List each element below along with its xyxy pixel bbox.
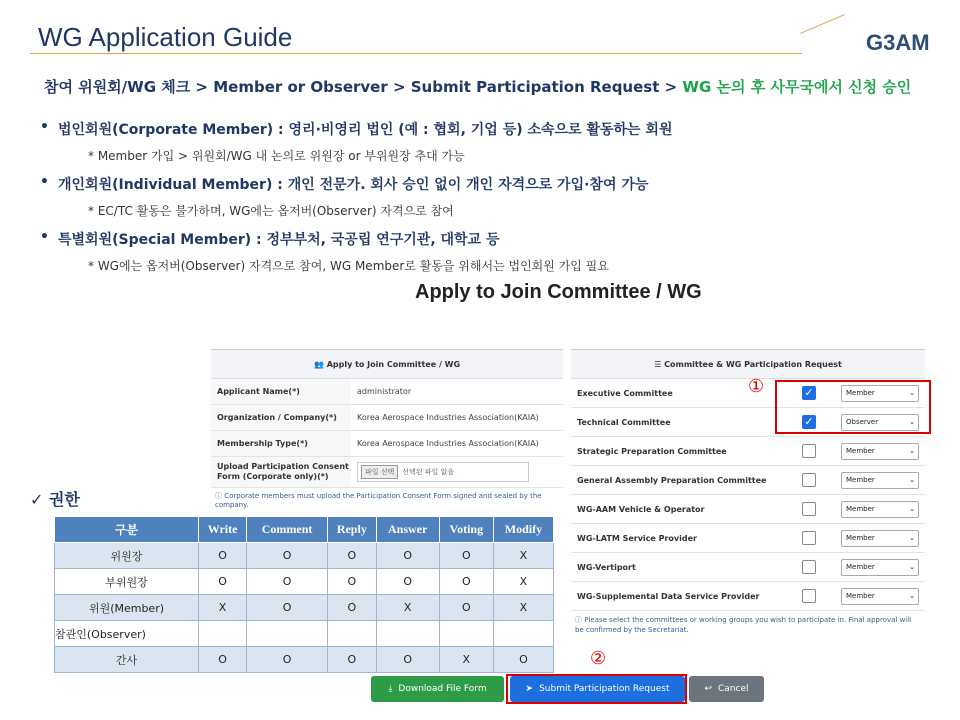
permissions-cell: X (493, 569, 553, 595)
highlight-box-selection (775, 380, 931, 434)
chevron-down-icon: ⌄ (909, 476, 915, 484)
committee-label: WG-LATM Service Provider (577, 533, 697, 543)
committee-checkbox[interactable] (802, 531, 816, 545)
committee-label: WG-Supplemental Data Service Provider (577, 591, 760, 601)
permissions-cell (376, 621, 439, 647)
bullet-corporate: • 법인회원(Corporate Member) : 영리·비영리 법인 (예 : 협회, 기업 등) 소속으로 활동하는 회원 (42, 119, 672, 139)
role-select[interactable]: Member ⌄ (841, 559, 919, 576)
permissions-cell: X (493, 543, 553, 569)
permissions-cell: X (376, 595, 439, 621)
role-select[interactable]: Member ⌄ (841, 443, 919, 460)
permissions-row (55, 621, 554, 647)
flow-approval: WG 논의 후 사무국에서 신청 승인 (682, 78, 912, 96)
committee-label: WG-Vertiport (577, 562, 636, 572)
form-note: ⓘ Corporate members must upload the Participation Consent Form signed and sealed by the company. (215, 492, 542, 509)
permissions-cell: 위원(Member) (55, 595, 199, 621)
application-form (211, 349, 563, 509)
committee-checkbox[interactable]: ✓ (802, 415, 816, 429)
permissions-row (55, 595, 554, 621)
permissions-cell: X (493, 595, 553, 621)
permissions-cell: O (439, 595, 493, 621)
file-status: 선택된 파일 없음 (402, 468, 455, 476)
permissions-cell: O (198, 569, 246, 595)
committee-row (571, 524, 925, 553)
form-row-upload (211, 457, 563, 488)
organization-label: Organization / Company(*) (211, 405, 351, 430)
send-icon: ➤ (525, 684, 534, 694)
permissions-cell: 위원장 (55, 543, 199, 569)
permissions-cell (493, 621, 553, 647)
committee-row (571, 495, 925, 524)
committee-checkbox[interactable] (802, 589, 816, 603)
form-row-membership (211, 431, 563, 457)
permissions-row (55, 647, 554, 673)
permissions-header-cell: Comment (247, 517, 328, 543)
permissions-cell: O (198, 543, 246, 569)
permissions-header-cell: Voting (439, 517, 493, 543)
committee-row (571, 466, 925, 495)
committee-row (571, 437, 925, 466)
title-underline-diagonal (800, 14, 845, 34)
flow-steps: 참여 위원회/WG 체크 > Member or Observer > Submit Participation Request > (44, 78, 683, 96)
permissions-cell: O (328, 647, 377, 673)
permissions-cell: X (198, 595, 246, 621)
permissions-cell: O (439, 543, 493, 569)
permissions-cell: 참관인(Observer) (55, 621, 199, 647)
applicant-name-value: administrator (357, 387, 412, 396)
committee-label: Executive Committee (577, 388, 673, 398)
committee-label: Strategic Preparation Committee (577, 446, 727, 456)
process-flow (44, 76, 911, 97)
application-form-header: 👥 Apply to Join Committee / WG (211, 350, 563, 379)
permissions-cell: 간사 (55, 647, 199, 673)
committee-note: ⓘ Please select the committees or working groups you wish to participate in. Final approval will be confirmed by the Secretariat. (575, 616, 912, 634)
bullet-individual-note: * EC/TC 활동은 불가하며, WG에는 옵저버(Observer) 자격으로 참여 (88, 204, 454, 218)
role-select[interactable]: Member ⌄ (841, 501, 919, 518)
committee-label: WG-AAM Vehicle & Operator (577, 504, 705, 514)
people-icon: 👥 (313, 359, 327, 369)
permissions-table (54, 516, 554, 673)
slide-title: WG Application Guide (38, 22, 293, 52)
permissions-row (55, 543, 554, 569)
permissions-cell: O (376, 569, 439, 595)
apply-heading: Apply to Join Committee / WG (415, 281, 702, 303)
permissions-cell (439, 621, 493, 647)
permissions-cell: O (376, 543, 439, 569)
chevron-down-icon: ⌄ (909, 389, 915, 397)
permissions-cell (328, 621, 377, 647)
permissions-header-cell: Write (198, 517, 246, 543)
permissions-cell: O (328, 595, 377, 621)
permissions-cell: O (328, 569, 377, 595)
membership-type-value: Korea Aerospace Industries Association(KAIA) (357, 439, 539, 448)
committee-row (571, 582, 925, 611)
role-select[interactable]: Member ⌄ (841, 588, 919, 605)
role-select[interactable]: Member ⌄ (841, 385, 919, 402)
permissions-cell: O (198, 647, 246, 673)
upload-label: Upload Participation Consent Form (Corporate only)(*) (211, 457, 351, 487)
permissions-cell: O (328, 543, 377, 569)
committee-checkbox[interactable] (802, 560, 816, 574)
permissions-header-cell: 구분 (55, 517, 199, 543)
permissions-header-cell: Reply (328, 517, 377, 543)
committee-label: Technical Committee (577, 417, 671, 427)
membership-type-label: Membership Type(*) (211, 431, 351, 456)
permissions-row (55, 569, 554, 595)
form-row-applicant (211, 379, 563, 405)
committee-checkbox[interactable]: ✓ (802, 386, 816, 400)
choose-file-button[interactable]: 파일 선택 (361, 465, 398, 479)
role-select[interactable]: Observer ⌄ (841, 414, 919, 431)
title-underline (30, 53, 802, 54)
back-arrow-icon: ↩ (704, 684, 713, 694)
chevron-down-icon: ⌄ (909, 418, 915, 426)
list-icon: ☰ (654, 359, 665, 369)
file-input[interactable] (357, 462, 529, 482)
bullet-individual: • 개인회원(Individual Member) : 개인 전문가. 회사 승인 없이 개인 자격으로 가입·참여 가능 (42, 174, 648, 194)
role-select[interactable]: Member ⌄ (841, 472, 919, 489)
form-row-organization (211, 405, 563, 431)
organization-value: Korea Aerospace Industries Association(KAIA) (357, 413, 539, 422)
permissions-cell: 부위원장 (55, 569, 199, 595)
permissions-cell: X (439, 647, 493, 673)
chevron-down-icon: ⌄ (909, 534, 915, 542)
bullet-special: • 특별회원(Special Member) : 정부부처, 국공립 연구기관, 대학교 등 (42, 229, 499, 249)
applicant-name-label: Applicant Name(*) (211, 379, 351, 404)
permissions-cell: O (247, 595, 328, 621)
committee-label: General Assembly Preparation Committee (577, 475, 767, 485)
marker-2: ② (590, 648, 607, 669)
permissions-cell: O (247, 569, 328, 595)
g3am-logo: G3AM (866, 30, 930, 55)
permissions-cell: O (247, 647, 328, 673)
permissions-cell: O (247, 543, 328, 569)
permissions-cell: O (439, 569, 493, 595)
highlight-box-submit (506, 674, 687, 704)
permissions-cell: O (376, 647, 439, 673)
chevron-down-icon: ⌄ (909, 505, 915, 513)
chevron-down-icon: ⌄ (909, 592, 915, 600)
permissions-header-cell: Modify (493, 517, 553, 543)
bullet-special-note: * WG에는 옵저버(Observer) 자격으로 참여, WG Member로 활동을 위해서는 법인회원 가입 필요 (88, 259, 609, 273)
chevron-down-icon: ⌄ (909, 447, 915, 455)
bullet-corporate-note: * Member 가입 > 위원회/WG 내 논의로 위원장 or 부위원장 추대 가능 (88, 149, 465, 163)
permissions-cell: O (493, 647, 553, 673)
marker-1: ① (748, 376, 765, 397)
download-icon: ⤓ (388, 684, 393, 694)
cancel-button[interactable]: ↩ Cancel (689, 676, 764, 702)
permissions-cell (198, 621, 246, 647)
committee-row (571, 553, 925, 582)
permissions-title: ✓ 권한 (30, 490, 80, 509)
permissions-cell (247, 621, 328, 647)
role-select[interactable]: Member ⌄ (841, 530, 919, 547)
permissions-header-cell: Answer (376, 517, 439, 543)
download-file-form-button[interactable]: ⤓ Download File Form (371, 676, 504, 702)
submit-participation-request-button[interactable]: ➤ Submit Participation Request (510, 676, 685, 702)
committee-checkbox[interactable] (802, 444, 816, 458)
committee-panel-header: ☰ Committee & WG Participation Request (571, 350, 925, 379)
chevron-down-icon: ⌄ (909, 563, 915, 571)
committee-checkbox[interactable] (802, 473, 816, 487)
committee-checkbox[interactable] (802, 502, 816, 516)
